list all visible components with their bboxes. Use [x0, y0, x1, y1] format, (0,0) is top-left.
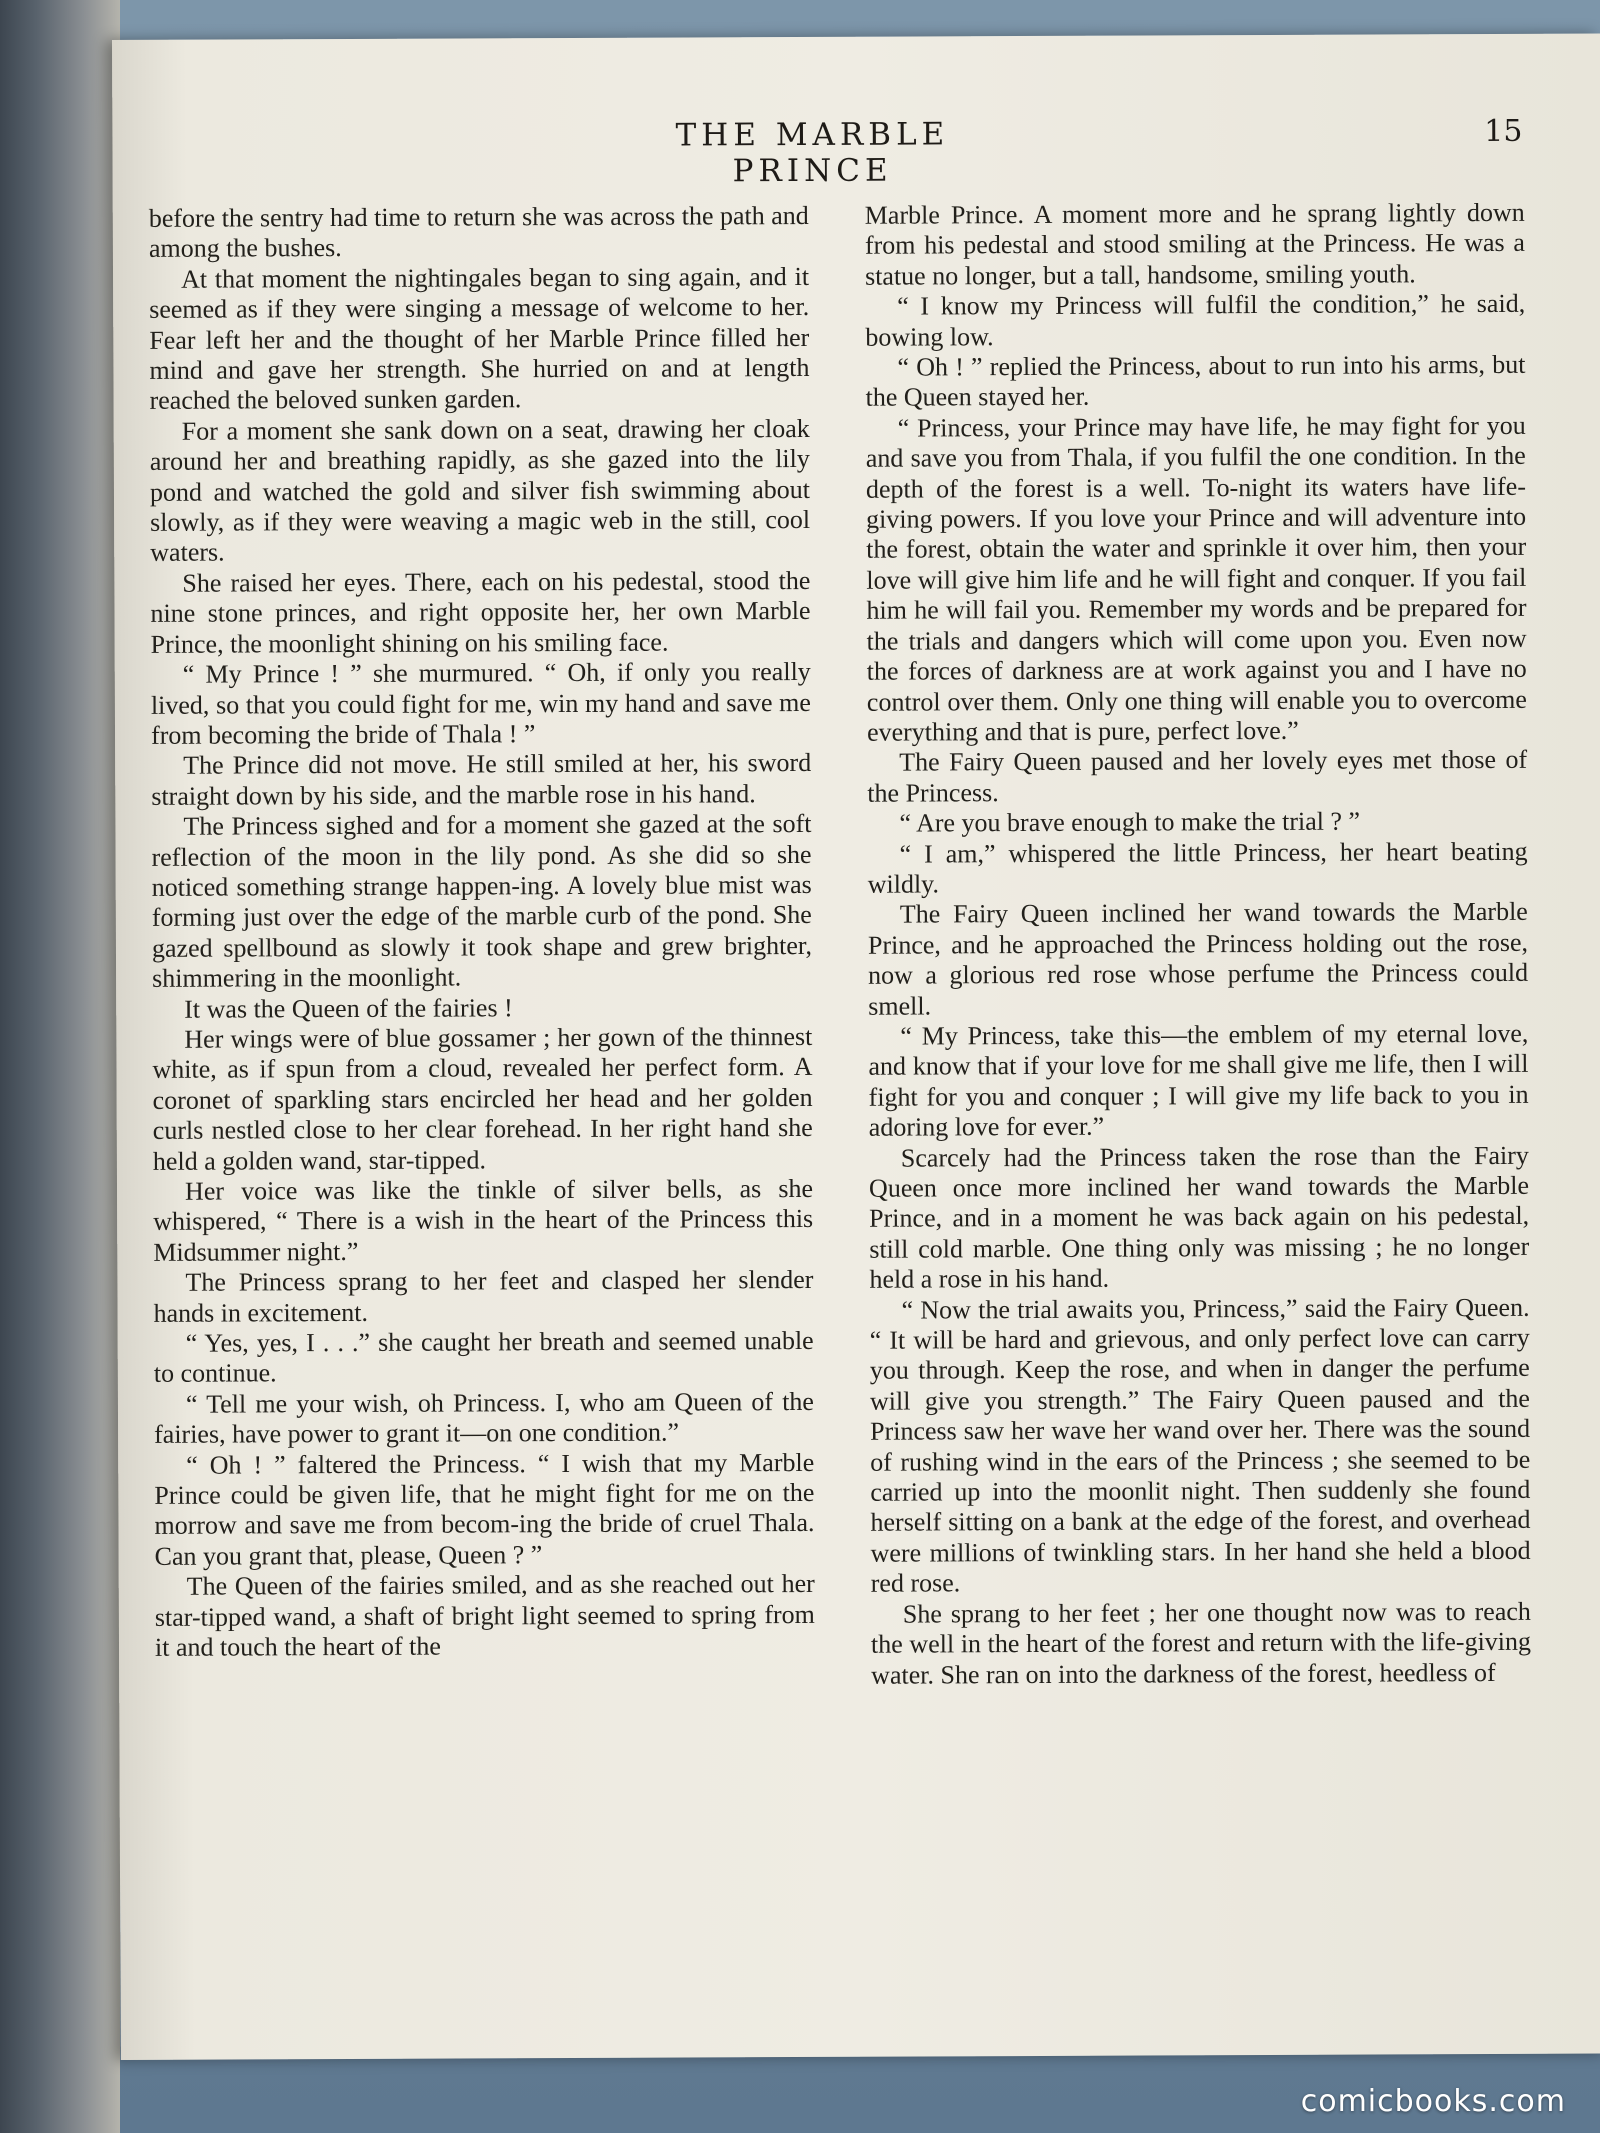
paragraph: “ Oh ! ” replied the Princess, about to run into his arms, but the Queen stayed her.	[865, 349, 1526, 413]
paragraph: “ Tell me your wish, oh Princess. I, who am Queen of the fairies, have power to grant it—on one condition.”	[154, 1386, 815, 1450]
paragraph: “ Oh ! ” faltered the Princess. “ I wish that my Marble Prince could be given life, that he might fight for me on the morrow and save me from becom-ing the bride of cruel Thala. Can you grant that, please, Queen ? ”	[154, 1447, 815, 1571]
paragraph: She raised her eyes. There, each on his pedestal, stood the nine stone princes, and right opposite her, her own Marble Prince, the moonlight shining on his smiling face.	[150, 565, 811, 659]
paragraph: It was the Queen of the fairies !	[184, 992, 513, 1024]
paragraph: She sprang to her feet ; her one thought now was to reach the well in the heart of the forest and return with the life-giving water. She ran on into the darkness of the forest, heedless of	[870, 1596, 1532, 1690]
paragraph: The Princess sprang to her feet and clasped her slender hands in excitement.	[153, 1265, 814, 1328]
paragraph: “ I know my Princess will fulfil the condition,” he said, bowing low.	[865, 289, 1526, 352]
left-column	[149, 201, 815, 1663]
paragraph: The Princess sighed and for a moment she gazed at the soft reflection of the moon in the lily pond. As she did so she noticed something strange happen-ing. A lovely blue mist was forming just over the edge of the marble curb of the pond. She gazed spellbound as slowly it took shape and grew brighter, shimmering in the moonlight.	[151, 809, 813, 993]
paragraph: For a moment she sank down on a seat, drawing her cloak around her and breathing rapidly, as she gazed into the lily pond and watched the gold and silver fish swimming about slowly, as if they were weaving a magic web in the still, cool waters.	[149, 413, 811, 568]
paragraph: “ Princess, your Prince may have life, he may fight for you and save you from Thala, if you fulfil the one condition. In the depth of the forest is a well. To-night its waters have life-giving powers. If you love your Prince and will adventure into the forest, obtain the water and sprinkle it over him, then your love will give him life and he will fight and conquer. If you fail him he will fail you. Remember my words and be prepared for the trials and dangers which will come upon you. Even now the forces of darkness are at work against you and I have no control over them. Only one thing will enable you to overcome everything and that is pure, perfect love.”	[865, 410, 1527, 747]
paragraph: At that moment the nightingales began to sing again, and it seemed as if they were singing a message of welcome to her. Fear left her and the thought of her Marble Prince filled her mind and gave her strength. She hurried on and at length reached the beloved sunken garden.	[149, 261, 810, 416]
right-column	[865, 198, 1531, 1691]
book-page	[112, 34, 1600, 2060]
paragraph: Her wings were of blue gossamer ; her gown of the thinnest white, as if spun from a cloud, revealed her perfect form. A coronet of sparkling stars encircled her head and her golden curls nestled close to her clear forehead. In her right hand she held a golden wand, star-tipped.	[152, 1021, 813, 1176]
paragraph: before the sentry had time to return she was across the path and among the bushes.	[148, 200, 809, 264]
paragraph: The Fairy Queen paused and her lovely eyes met those of the Princess.	[867, 745, 1528, 808]
page-number: 15	[1484, 113, 1523, 150]
running-title: THE MARBLE PRINCE	[675, 116, 950, 190]
paragraph: Marble Prince. A moment more and he sprang lightly down from his pedestal and stood smiling at the Princess. He was a statue no longer, but a tall, handsome, smiling youth.	[864, 197, 1525, 291]
page-header	[112, 108, 1600, 190]
paragraph: “ My Prince ! ” she murmured. “ Oh, if only you really lived, so that you could fight for me, win my hand and save me from becoming the bride of Thala ! ”	[150, 657, 811, 750]
paragraph: “ Are you brave enough to make the trial ? ”	[899, 806, 1361, 838]
paragraph: “ Yes, yes, I . . .” she caught her breath and seemed unable to continue.	[153, 1325, 814, 1389]
paragraph: Her voice was like the tinkle of silver bells, as she whispered, “ There is a wish in the heart of the Princess this Midsummer night.”	[153, 1173, 814, 1267]
paragraph: Scarcely had the Princess taken the rose than the Fairy Queen once more inclined her wand towards the Marble Prince, and in a moment he was back again on his pedestal, still cold marble. One thing only was missing ; he no longer held a rose in his hand.	[868, 1140, 1530, 1294]
paragraph: The Fairy Queen inclined her wand towards the Marble Prince, and he approached the Princess holding out the rose, now a glorious red rose whose perfume the Princess could smell.	[867, 897, 1529, 1021]
paragraph: “ Now the trial awaits you, Princess,” said the Fairy Queen. “ It will be hard and grievous, and only perfect love can carry you through. Keep the rose, and when in danger the perfume will give you strength.” The Fairy Queen paused and the Princess saw her wave her wand over her. There was the sound of rushing wind in the ears of the Princess ; she seemed to be carried up into the moonlit night. Then suddenly she found herself sitting on a bank at the edge of the forest, and overhead were millions of twinkling stars. In her hand she held a blood red rose.	[869, 1292, 1531, 1598]
paragraph: “ My Princess, take this—the emblem of my eternal love, and know that if your love for me shall give me life, then I will fight for you and conquer ; I will give my life back to you in adoring love for ever.”	[868, 1018, 1529, 1142]
paragraph: The Queen of the fairies smiled, and as she reached out her star-tipped wand, a shaft of bright light seemed to spring from it and touch the heart of the	[154, 1569, 815, 1662]
paragraph: The Prince did not move. He still smiled at her, his sword straight down by his side, and the marble rose in his hand.	[151, 748, 812, 811]
paragraph: “ I am,” whispered the little Princess, her heart beating wildly.	[867, 836, 1528, 899]
book-binding	[0, 0, 120, 2133]
watermark-logo: comicbooks.com	[1300, 2084, 1566, 2119]
